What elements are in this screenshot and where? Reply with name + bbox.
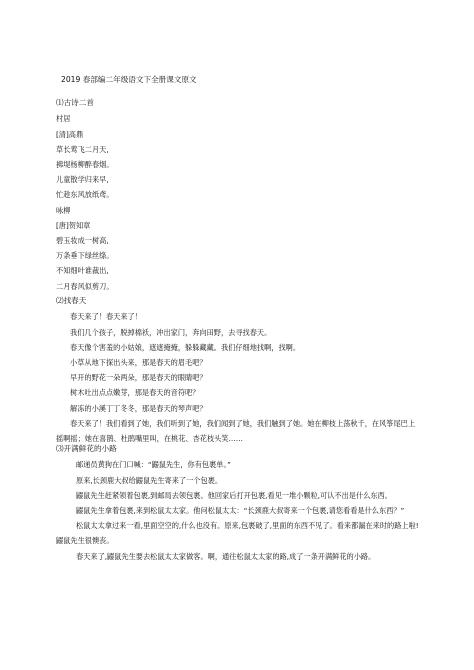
poem-title: 咏柳 — [56, 205, 71, 215]
paragraph: 小草从地下探出头来，那是春天的眉毛吧？ — [70, 358, 207, 368]
paragraph: 鼹鼠先生拿着包裹,来到松鼠太太家。他问松鼠太太：“长颈鹿大叔寄来一个包裹,请您看看是什么东西？” — [76, 506, 405, 516]
paragraph: 邮递员黄狗在门口喊：“鼹鼠先生，你有包裹单。” — [76, 460, 231, 470]
section-heading: ⑶开满鲜花的小路 — [56, 444, 117, 453]
paragraph: 树木吐出点点嫩芽，那是春天的音符吧？ — [70, 388, 200, 398]
paragraph: 原来,长颈鹿大叔给鼹鼠先生寄来了一个包裹。 — [76, 475, 223, 485]
poem-line: 万条垂下绿丝绦。 — [56, 251, 114, 261]
paragraph: 我们几个孩子，脱掉棉袄，冲出家门，奔向田野，去寻找春天。 — [70, 327, 272, 337]
section-flower-path — [56, 444, 422, 564]
poem-line: 拂堤杨柳醉春烟。 — [56, 160, 114, 170]
section-heading: ⑴古诗二首 — [56, 98, 94, 107]
section-find-spring — [56, 296, 422, 446]
paragraph: 解冻的小溪丁丁冬冬，那是春天的琴声吧？ — [70, 403, 207, 413]
paragraph: 春天来了！我们看到了她，我们听到了她，我们闻到了她，我们触到了她。她在柳枝上荡秋千，在风筝尾巴上摇啊摇；她在喜鹊、杜鹃嘴里叫，在桃花、杏花枝头笑…… — [56, 418, 416, 443]
poem-line: 碧玉妆成一树高, — [56, 235, 109, 245]
poem-author: [唐]贺知章 — [56, 220, 91, 230]
paragraph: 春天来了,鼹鼠先生要去松鼠太太家做客。啊，通往松鼠太太家的路,成了一条开满鲜花的小路。 — [76, 551, 376, 561]
paragraph: 早开的野花一朵两朵，那是春天的眼睛吧？ — [70, 373, 207, 383]
poem-line: 儿童散学归来早, — [56, 175, 109, 185]
paragraph: 鼹鼠先生赶紧领着包裹,到邮局去领包裹。他回家后打开包裹,看见一堆小颗粒,可认不出是什么东西。 — [76, 490, 392, 500]
paragraph: 松鼠太太拿过来一看,里面空空的,什么也没有。原来,包裹破了,里面的东西不见了。看来都漏在来时的路上啦!鼹鼠先生很懊丧。 — [56, 521, 419, 546]
paragraph: 春天像个害羞的小姑娘，遮遮掩掩，躲躲藏藏。我们仔细地找啊，找啊。 — [70, 342, 301, 352]
paragraph: 春天来了！春天来了！ — [70, 312, 142, 322]
poem-line: 忙趁东风放纸鸢。 — [56, 190, 114, 200]
poem-line: 草长莺飞二月天, — [56, 144, 109, 154]
section-ancient-poems — [56, 98, 422, 294]
poem-line: 二月春风似剪刀。 — [56, 281, 114, 291]
poem-line: 不知细叶谁裁出, — [56, 266, 109, 276]
poem-title: 村居 — [56, 114, 71, 124]
section-heading: ⑵找春天 — [56, 296, 87, 305]
poem-author: [清]高鼎 — [56, 129, 84, 139]
document-title: 2019 春部编二年级语文下全册课文原文 — [61, 75, 197, 84]
